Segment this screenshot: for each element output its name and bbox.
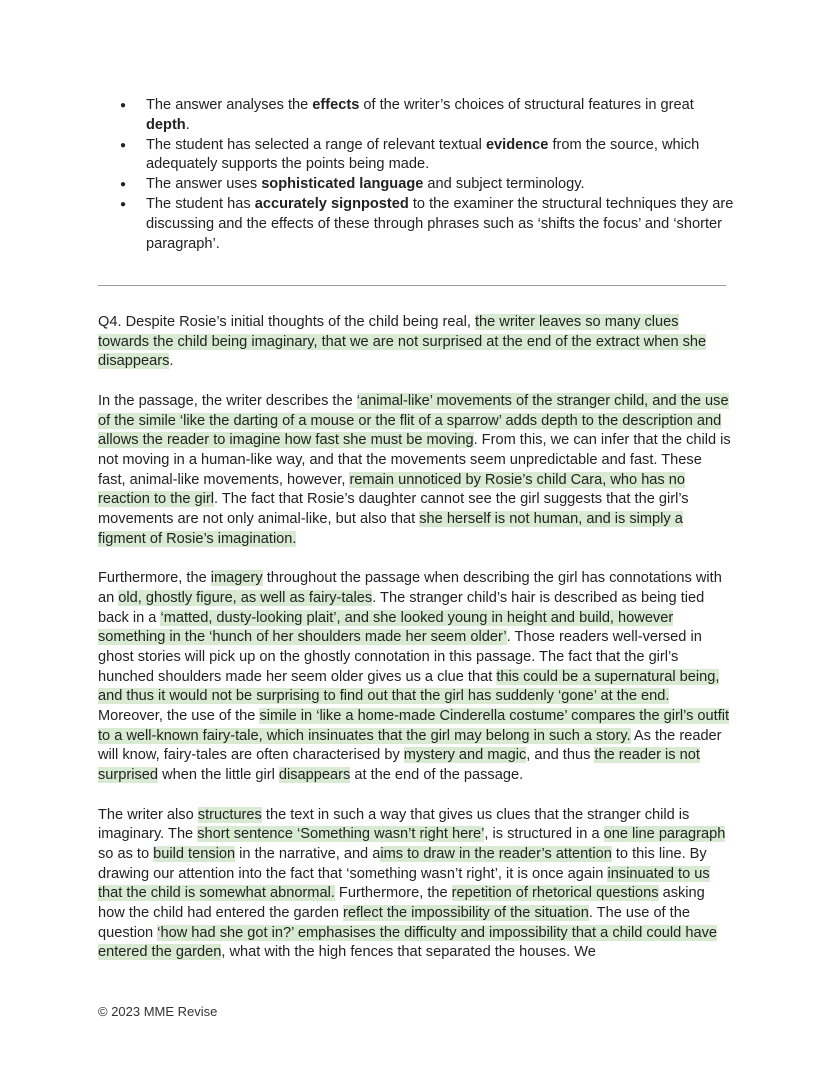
criteria-item xyxy=(98,195,738,254)
body-text: In the passage, the writer describes the xyxy=(98,392,357,409)
body-text: , is structured in a xyxy=(484,826,604,843)
bold-keyword: evidence xyxy=(485,136,549,153)
body-text: in the narrative, and a xyxy=(235,845,381,862)
body-text: As the reader will know, fairy-tales are often characterised by xyxy=(98,727,722,764)
criteria-text: The student has selected a range of relevant textual xyxy=(146,136,486,153)
section-divider xyxy=(98,285,726,286)
criteria-text: of the writer’s choices of structural features in great xyxy=(359,97,694,113)
highlighted-text: reflect the impossibility of the situation xyxy=(343,905,589,922)
copyright-footer: © 2023 MME Revise xyxy=(98,1004,218,1019)
highlighted-text: remain unnoticed by Rosie’s child Cara, who has no reaction to the girl xyxy=(98,471,686,508)
highlighted-text: ‘matted, dusty-looking plait’, and she looked young in height and build, however something in the ‘hunch of her shoulders made her seem older’ xyxy=(98,609,674,646)
body-text: The writer also xyxy=(98,806,198,823)
highlighted-text: the reader is not surprised xyxy=(98,747,700,784)
bold-keyword: accurately signposted xyxy=(254,195,409,212)
body-text: to this line. By drawing our attention into the fact that ‘something wasn’t right’, it is once again xyxy=(98,845,707,882)
body-text: the text in such a way that gives us clues that the stranger child is imaginary. The xyxy=(98,806,690,843)
criteria-item xyxy=(98,136,738,176)
bold-keyword: effects xyxy=(312,97,360,113)
body-text: . The fact that Rosie’s daughter cannot see the girl suggests that the girl’s movements are not only animal-like, but also that xyxy=(98,491,689,528)
body-text: so as to xyxy=(98,845,154,862)
highlighted-text: imagery xyxy=(210,570,263,587)
highlighted-text: simile in ‘like a home-made Cinderella costume’ compares the girl’s outfit to a well-known fairy-tale, which insinuates that the girl may belong in such a story. xyxy=(98,708,730,744)
essay-paragraph xyxy=(98,569,732,786)
highlighted-text: ims to draw in the reader’s attention xyxy=(380,845,612,862)
bold-keyword: sophisticated language xyxy=(261,176,424,193)
body-text: , and thus xyxy=(526,747,595,764)
body-text: . The use of the question xyxy=(98,905,690,941)
highlighted-text: insinuated to us that the child is somewhat abnormal. xyxy=(98,865,710,902)
body-text: at the end of the passage. xyxy=(350,767,524,784)
criteria-text: and subject terminology. xyxy=(423,176,585,193)
marking-criteria-list xyxy=(98,96,738,254)
criteria-text: The student has xyxy=(146,195,255,212)
body-text: , what with the high fences that separated the houses. We xyxy=(221,944,596,961)
highlighted-text: the writer leaves so many clues towards the child being imaginary, that we are not surprised at the end of the extract when she disappears xyxy=(98,314,707,370)
highlighted-text: build tension xyxy=(153,845,236,862)
bold-keyword: depth xyxy=(146,116,186,133)
highlighted-text: one line paragraph xyxy=(603,826,726,843)
body-text: when the little girl xyxy=(158,767,279,784)
essay-answer xyxy=(98,313,732,983)
essay-paragraph xyxy=(98,313,732,372)
criteria-text: The answer uses xyxy=(146,176,262,193)
body-text: . xyxy=(169,353,174,370)
highlighted-text: structures xyxy=(197,806,262,823)
body-text: . Those readers well-versed in ghost stories will pick up on the ghostly connotation in this passage. The fact that the girl’s hunched shoulders made her seem older gives us a clue that xyxy=(98,629,702,685)
highlighted-text: ‘animal-like’ movements of the stranger child, and the use of the simile ‘like the darting of a mouse or the flit of a sparrow’ adds depth to the description and allows the reader to imagine how fast she must be moving xyxy=(98,392,729,449)
criteria-item xyxy=(98,175,738,195)
body-text: throughout the passage when describing the girl has connotations with an xyxy=(98,570,722,606)
criteria-text: to the examiner the structural techniques they are discussing and the effects of these through phrases such as ‘shifts the focus’ and ‘shorter paragraph’. xyxy=(146,195,734,252)
body-text: Q4. Despite Rosie’s initial thoughts of the child being real, xyxy=(98,314,475,330)
body-text: Furthermore, the xyxy=(98,570,211,587)
highlighted-text: mystery and magic xyxy=(403,747,527,764)
highlighted-text: short sentence ‘Something wasn’t right here’ xyxy=(197,826,485,843)
body-text: . From this, we can infer that the child is not moving in a human-like way, and that the movements seem unpredictable and fast. These fast, animal-like movements, however, xyxy=(98,432,731,488)
criteria-text: The answer analyses the xyxy=(146,97,313,113)
highlighted-text: repetition of rhetorical questions xyxy=(451,885,659,902)
highlighted-text: she herself is not human, and is simply a figment of Rosie’s imagination. xyxy=(98,511,683,547)
criteria-text: from the source, which adequately supports the points being made. xyxy=(146,136,700,173)
highlighted-text: old, ghostly figure, as well as fairy-tales xyxy=(118,589,373,606)
criteria-text: . xyxy=(185,116,190,133)
body-text: . The stranger child’s hair is described as being tied back in a xyxy=(98,589,705,626)
body-text: Moreover, the use of the xyxy=(98,708,260,725)
essay-paragraph xyxy=(98,392,732,550)
body-text: asking how the child had entered the garden xyxy=(98,885,705,922)
essay-paragraph xyxy=(98,806,732,964)
highlighted-text: disappears xyxy=(278,767,351,784)
highlighted-text: ‘how had she got in?’ emphasises the difficulty and impossibility that a child could have entered the garden xyxy=(98,924,717,961)
highlighted-text: this could be a supernatural being, and thus it would not be surprising to find out that the girl has suddenly ‘gone’ at the end. xyxy=(98,668,720,705)
criteria-item xyxy=(98,96,738,136)
body-text: Furthermore, the xyxy=(334,885,452,902)
